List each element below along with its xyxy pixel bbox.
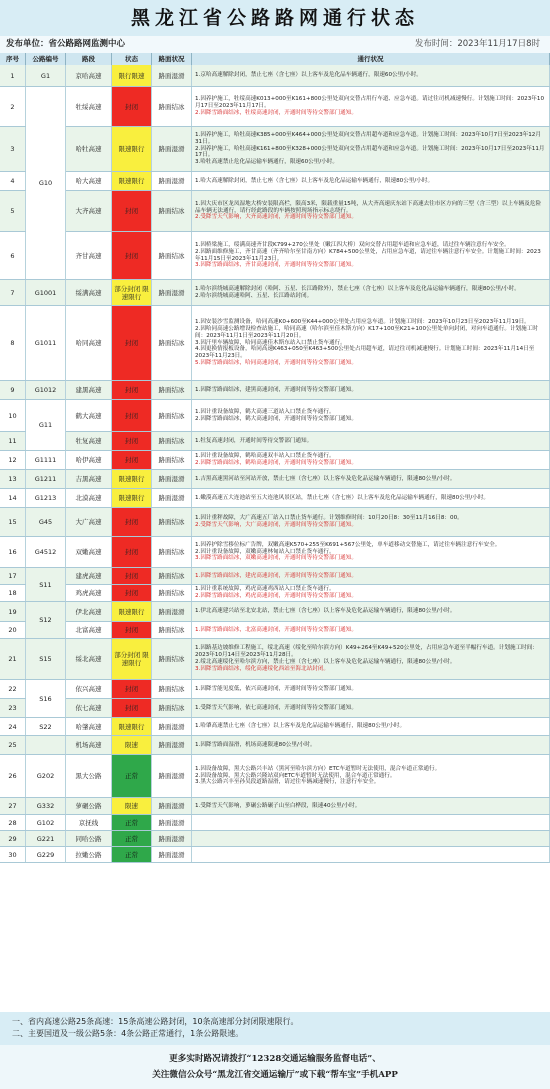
row-number: 7 — [0, 280, 26, 305]
section-name: 依兴高速 — [66, 680, 112, 698]
table-row — [0, 232, 550, 280]
row-number: 4 — [0, 172, 26, 190]
description-line: 3.因降雪路面结冰，齐甘高速封闭，开通时间等待交警部门通知。 — [195, 262, 357, 269]
traffic-description — [192, 451, 550, 469]
summary-notes — [0, 1012, 550, 1045]
surface-condition: 路面湿滑 — [152, 847, 192, 862]
status-badge: 封闭 — [112, 400, 152, 431]
surface-condition: 路面湿滑 — [152, 280, 192, 305]
table-row — [0, 718, 550, 736]
surface-col-header: 路面状况 — [152, 53, 192, 65]
surface-condition: 路面结冰 — [152, 699, 192, 717]
table-row — [0, 489, 550, 508]
traffic-description — [192, 622, 550, 638]
section-name: 机场高速 — [66, 736, 112, 754]
section-name: 大齐高速 — [66, 191, 112, 231]
surface-condition: 路面结冰 — [152, 381, 192, 399]
description-line: 1.吉黑高速黑河站至河站开放，禁止七座（含七座）以上客车及危化品运输车辆通行，限速80公里/小时。 — [195, 475, 456, 482]
status-badge: 正常 — [112, 815, 152, 830]
road-code: S16 — [26, 680, 66, 718]
surface-condition: 路面湿滑 — [152, 798, 192, 814]
traffic-description — [192, 280, 550, 305]
road-code: S11 — [26, 568, 66, 602]
surface-condition: 路面结冰 — [152, 585, 192, 601]
traffic-description — [192, 602, 550, 621]
traffic-description — [192, 736, 550, 754]
status-badge: 封闭 — [112, 508, 152, 536]
road-code: S22 — [26, 718, 66, 736]
traffic-description — [192, 585, 550, 601]
row-number: 29 — [0, 831, 26, 846]
description-line: 1.因养护施工，牡绥高速K013+000至K161+800公里处双向交替占用行车道、应急车道。请过往司机减速慢行。计划施工时间：2023年10月17日至2023年11月17日。 — [195, 96, 545, 110]
status-badge: 封闭 — [112, 306, 152, 380]
table-row — [0, 65, 550, 87]
row-number: 26 — [0, 755, 26, 797]
description-line: 2.受降雪天气影响，大齐高速封闭，开通时间等待交警部门通知。 — [195, 214, 357, 221]
surface-condition: 路面湿滑 — [152, 172, 192, 190]
description-line: 1.京哈高速解除封闭，禁止七座（含七座）以上客车及危化品车辆通行，限速60公里/小时。 — [195, 72, 422, 79]
surface-condition: 路面结冰 — [152, 508, 192, 536]
section-name: 京哈高速 — [66, 65, 112, 86]
row-number: 12 — [0, 451, 26, 469]
row-number: 8 — [0, 306, 26, 380]
status-badge: 限速限行 — [112, 718, 152, 735]
section-col-header: 路段 — [66, 53, 112, 65]
description-line: 2.因降雪路面结冰，鸡虎高速封闭，开通时间等待交警部门通知。 — [195, 593, 357, 599]
traffic-description — [192, 639, 550, 679]
status-badge: 封闭 — [112, 432, 152, 450]
no-col-header: 序号 — [0, 53, 26, 65]
summary-note-2: 二、主要国道及一级公路5条：4条公路正常通行，1条公路限速。 — [12, 1029, 244, 1038]
description-line: 1.因路基边坡维修工程施工，绥北高速（绥化至哈尔滨方向）K49+264至K49+520公里处，占用应急车道至半幅行车道。计划施工时间：2023年10月14日至2023年11月28日。 — [195, 645, 538, 659]
section-name: 哈同高速 — [66, 306, 112, 380]
section-name: 萝碾公路 — [66, 798, 112, 814]
section-name: 黑大公路 — [66, 755, 112, 797]
description-line: 1.哈肇高速禁止七座（含七座）以上客车及危化品运输车辆通行，限速80公里/小时。 — [195, 723, 406, 730]
traffic-description — [192, 718, 550, 735]
traffic-description — [192, 87, 550, 126]
description-line: 2.因降雪路面结冰，牡绥高速封闭，开通时间等待交警部门通知。 — [195, 109, 357, 116]
surface-condition: 路面结冰 — [152, 87, 192, 126]
section-name: 齐甘高速 — [66, 232, 112, 279]
table-row — [0, 451, 550, 470]
surface-condition: 路面结冰 — [152, 639, 192, 679]
surface-condition: 路面湿滑 — [152, 815, 192, 830]
road-code: G1213 — [26, 489, 66, 508]
row-number: 16 — [0, 537, 26, 567]
description-line: 1.因降雪路面结冰，北富高速封闭，开通时间等待交警部门通知。 — [195, 626, 357, 633]
table-row — [0, 508, 550, 537]
surface-condition: 路面湿滑 — [152, 736, 192, 754]
surface-condition: 路面结冰 — [152, 191, 192, 231]
section-name: 北富高速 — [66, 622, 112, 638]
section-name: 建虎高速 — [66, 568, 112, 584]
section-name: 绥北高速 — [66, 639, 112, 679]
table-row — [0, 432, 550, 451]
description-line: 3.黑大公路兴丰至孙吴段道路湿滑，请过往车辆减速慢行，注意行车安全。 — [195, 779, 380, 786]
traffic-description — [192, 537, 550, 567]
status-badge: 部分封闭 限速限行 — [112, 280, 152, 305]
traffic-description — [192, 699, 550, 717]
section-name: 北漠高速 — [66, 489, 112, 507]
status-badge: 正常 — [112, 755, 152, 797]
surface-condition: 路面结冰 — [152, 451, 192, 469]
description-line: 3.因降雪路面结冰，绥化高速绥化西站至海北站封闭。 — [195, 665, 329, 672]
section-name: 牡绥高速 — [66, 87, 112, 126]
row-number: 9 — [0, 381, 26, 399]
description-line: 1.因降雪路面结冰，建虎高速封闭，开通时间等待交警部门通知。 — [195, 572, 357, 579]
description-line: 1.牡复高速封闭，开通时间等待交警部门通知。 — [195, 437, 313, 444]
surface-condition: 路面结冰 — [152, 680, 192, 698]
description-line: 2.受降雪天气影响，大广高速封闭，开通时间等待交警部门通知。 — [195, 522, 357, 528]
road-code: G229 — [26, 847, 66, 863]
table-row — [0, 537, 550, 568]
description-line: 2.因计重设备故障，双嫩高速林甸站入口禁止货车通行。 — [195, 548, 335, 555]
table-row — [0, 400, 550, 432]
row-number: 11 — [0, 432, 26, 450]
road-code: G1012 — [26, 381, 66, 400]
row-number: 17 — [0, 568, 26, 584]
table-row — [0, 381, 550, 400]
code-col-header: 公路编号 — [26, 53, 66, 65]
status-badge: 封闭 — [112, 568, 152, 584]
status-badge: 封闭 — [112, 232, 152, 279]
status-badge: 封闭 — [112, 622, 152, 638]
row-number: 19 — [0, 602, 26, 621]
road-code: G221 — [26, 831, 66, 847]
row-number: 24 — [0, 718, 26, 735]
row-number: 28 — [0, 815, 26, 830]
table-header — [0, 53, 550, 65]
page-title: 黑龙江省公路路网通行状态 — [0, 0, 550, 36]
row-number: 30 — [0, 847, 26, 862]
surface-condition: 路面结冰 — [152, 400, 192, 431]
section-name: 鸡虎高速 — [66, 585, 112, 601]
description-line: 2.因降雪路面结冰，鹤哈高速封闭，开通时间等待交警部门通知。 — [195, 460, 357, 466]
road-code: G4512 — [26, 537, 66, 568]
surface-condition: 路面湿滑 — [152, 470, 192, 488]
status-badge: 限速限行 — [112, 602, 152, 621]
row-number: 27 — [0, 798, 26, 814]
table-row — [0, 280, 550, 306]
surface-condition: 路面湿滑 — [152, 127, 192, 171]
section-name: 哈牡高速 — [66, 127, 112, 171]
status-badge: 封闭 — [112, 585, 152, 601]
road-code — [26, 736, 66, 755]
section-name: 同哈公路 — [66, 831, 112, 846]
row-number: 2 — [0, 87, 26, 126]
table-row — [0, 798, 550, 815]
status-badge: 限速限行 — [112, 172, 152, 190]
road-code: G1001 — [26, 280, 66, 306]
surface-condition: 路面结冰 — [152, 432, 192, 450]
road-code: G102 — [26, 815, 66, 831]
traffic-description — [192, 127, 550, 171]
surface-condition: 路面结冰 — [152, 537, 192, 567]
table-row — [0, 639, 550, 680]
traffic-description — [192, 847, 550, 862]
traffic-description — [192, 306, 550, 380]
surface-condition: 路面湿滑 — [152, 718, 192, 735]
status-badge: 封闭 — [112, 537, 152, 567]
table-row — [0, 306, 550, 381]
description-line: 2.因设备故障，黑大公路兴隆站双向ETC车道暂时无法使用，混合车道正常通行。 — [195, 772, 396, 779]
status-badge: 限速限行 — [112, 470, 152, 488]
description-line: 5.因降雪路面结冰，哈同高速封闭，开通时间等待交警部门通知。 — [195, 359, 357, 366]
row-number: 23 — [0, 699, 26, 717]
row-number: 13 — [0, 470, 26, 488]
description-line: 2.因路面维修施工，齐甘高速（齐齐哈尔至甘南方向）K784+500公里处，占用应急车道，请过往车辆注意行车安全。计划施工时间：2023年11月15日至2023年11月23日。 — [195, 248, 541, 262]
status-badge: 封闭 — [112, 680, 152, 698]
traffic-description — [192, 65, 550, 86]
row-number: 20 — [0, 622, 26, 638]
description-line: 1.哈大高速解除封闭，禁止七座（含七座）以上客车及危化品运输车辆通行，限速80公里/小时。 — [195, 177, 434, 184]
road-code: G332 — [26, 798, 66, 815]
surface-condition: 路面结冰 — [152, 306, 192, 380]
traffic-description — [192, 489, 550, 507]
status-badge: 封闭 — [112, 451, 152, 469]
description-line: 1.因计重设备故障，鹤大高速三道站入口禁止货车通行。 — [195, 408, 335, 415]
status-col-header: 状态 — [112, 53, 152, 65]
road-code: G10 — [26, 87, 66, 280]
publish-bar — [0, 36, 550, 53]
road-code: G1011 — [26, 306, 66, 381]
surface-condition: 路面结冰 — [152, 232, 192, 279]
table-row — [0, 602, 550, 622]
road-code: G11 — [26, 400, 66, 451]
description-line: 1.因降雪路面湿滑，机场高速限速80公里/小时。 — [195, 741, 316, 748]
road-code: G1211 — [26, 470, 66, 489]
row-number: 6 — [0, 232, 26, 279]
table-row — [0, 847, 550, 863]
description-line: 1.因大庆市区龙凤湿地大桥安装限高栏，限高3米，限载重量15吨，从大齐高速庆东站下高速去往市区方向的三型（含三型）以上车辆及危险品车辆无法通行，请行经此路段的车辆按照现场指示标志绕行。 — [195, 200, 542, 214]
description-line: 1.受降雪天气影响，依七高速封闭，开通时间等待交警部门通知。 — [195, 704, 357, 711]
footer-banner — [0, 1045, 550, 1089]
description-line: 1.因养护除雪移位标广告牌，双嫩高速K570+255至K691+567公里处，单车道移动交替施工，请过往车辆注意行车安全。 — [195, 541, 501, 548]
description-line: 1.因计重系统故障，鸡虎高速鸡西站入口禁止货车通行。 — [195, 586, 335, 593]
row-number: 21 — [0, 639, 26, 679]
description-line: 2.因哈同高速公路增设检查站施工，哈同高速（哈尔滨至佳木斯方向）K17+100至K21+100公里处单向封闭，对向车道通行。计划施工时间：2023年11月1日至2023年11月20日。 — [195, 326, 538, 339]
description-line: 1.因降雪能见度低，依兴高速封闭，开通时间等待交警部门通知。 — [195, 685, 357, 692]
row-number: 5 — [0, 191, 26, 231]
surface-condition: 路面湿滑 — [152, 831, 192, 846]
summary-note-1: 一、省内高速公路25条高速：15条高速公路封闭，10条高速部分封闭限速限行。 — [12, 1017, 299, 1026]
description-line: 1.嫩漠高速五大连池站至五大连池风景区站，禁止七座（含七座）以上客车及危化品运输车辆通行，限速80公里/小时。 — [195, 494, 490, 501]
road-code: G1 — [26, 65, 66, 87]
surface-condition: 路面结冰 — [152, 622, 192, 638]
surface-condition: 路面结冰 — [152, 568, 192, 584]
road-code: G202 — [26, 755, 66, 798]
table-row — [0, 680, 550, 699]
description-line: 1.因设备故障，黑大公路兴丰站（黑河至哈尔滨方向）ETC车道暂时无法使用，混合车道正常通行。 — [195, 765, 441, 772]
traffic-description — [192, 381, 550, 399]
table-row — [0, 191, 550, 232]
description-line: 1.因养护施工，哈牡高速K385+000至K464+000公里处双向交替占用超车道和应急车道。计划施工时间：2023年10月7日至2023年12月31日。 — [195, 132, 541, 145]
section-name: 绥满高速 — [66, 280, 112, 305]
footer-line-1: 更多实时路况请拨打“12328交通运输服务监督电话”、 — [169, 1054, 381, 1064]
status-badge: 限速限行 — [112, 489, 152, 507]
section-name: 大广高速 — [66, 508, 112, 536]
traffic-description — [192, 400, 550, 431]
desc-col-header: 通行状况 — [192, 53, 550, 65]
traffic-description — [192, 172, 550, 190]
status-badge: 限速 — [112, 798, 152, 814]
table-row — [0, 585, 550, 602]
table-row — [0, 831, 550, 847]
table-row — [0, 87, 550, 127]
traffic-description — [192, 191, 550, 231]
description-line: 1.因降雪路面结冰，建黑高速封闭，开通时间等待交警部门通知。 — [195, 386, 357, 393]
section-name: 吉黑高速 — [66, 470, 112, 488]
traffic-description — [192, 798, 550, 814]
description-line: 3.因降雪路面结冰，双嫩高速封闭，开通时间等待交警部门通知。 — [195, 555, 357, 562]
description-line: 2.因降雪路面结冰，鹤大高速封闭，开通时间等待交警部门通知。 — [195, 415, 357, 422]
table-row — [0, 755, 550, 798]
traffic-description — [192, 755, 550, 797]
traffic-description — [192, 815, 550, 830]
traffic-description — [192, 568, 550, 584]
description-line: 2.因养护施工，哈牡高速K161+800至K328+000公里处双向交替占用超车道和应急车道。计划施工时间：2023年10月17日至2023年11月17日。 — [195, 145, 545, 159]
surface-condition: 路面湿滑 — [152, 65, 192, 86]
status-badge: 封闭 — [112, 699, 152, 717]
publish-time: 发布时间：2023年11月17日8时 — [414, 39, 540, 49]
road-code: S15 — [26, 639, 66, 680]
road-code: G45 — [26, 508, 66, 537]
traffic-description — [192, 470, 550, 488]
row-number: 10 — [0, 400, 26, 431]
row-number: 1 — [0, 65, 26, 86]
table-row — [0, 622, 550, 639]
status-badge: 正常 — [112, 831, 152, 846]
traffic-description — [192, 432, 550, 450]
section-name: 牡复高速 — [66, 432, 112, 450]
footer-line-2: 关注微信公众号“黑龙江省交通运输厅”或下载“帮车宝”手机APP — [152, 1070, 398, 1080]
table-row — [0, 127, 550, 172]
section-name: 双嫩高速 — [66, 537, 112, 567]
section-name: 拉嫩公路 — [66, 847, 112, 862]
status-badge: 限速限行 — [112, 127, 152, 171]
status-badge: 封闭 — [112, 381, 152, 399]
section-name: 哈肇高速 — [66, 718, 112, 735]
description-line: 1.因桥梁施工，绥满高速齐甘段K799+270公里处（嫩江四大桥）双向交替占用超车道和应急车道，请过往车辆注意行车安全。 — [195, 241, 510, 248]
table-row — [0, 172, 550, 191]
section-name: 伊北高速 — [66, 602, 112, 621]
row-number: 18 — [0, 585, 26, 601]
description-line: 1.因安装沙雪监测设备，哈同高速K0+600至K44+000公里处占用应急车道。计划施工时间：2023年10月23日至2023年11月19日。 — [195, 319, 530, 326]
description-line: 1.因计重设备故障，鹤哈高速双丰站入口禁止货车通行。 — [195, 453, 335, 460]
section-name: 依七高速 — [66, 699, 112, 717]
row-number: 22 — [0, 680, 26, 698]
section-name: 哈大高速 — [66, 172, 112, 190]
traffic-description — [192, 508, 550, 536]
section-name: 鹤大高速 — [66, 400, 112, 431]
surface-condition: 路面湿滑 — [152, 602, 192, 621]
status-badge: 限速 — [112, 736, 152, 754]
status-badge: 封闭 — [112, 87, 152, 126]
row-number: 15 — [0, 508, 26, 536]
table-row — [0, 736, 550, 755]
road-code: G1111 — [26, 451, 66, 470]
section-name: 建黑高速 — [66, 381, 112, 399]
surface-condition: 路面湿滑 — [152, 489, 192, 507]
section-name: 哈伊高速 — [66, 451, 112, 469]
traffic-description — [192, 831, 550, 846]
table-row — [0, 568, 550, 585]
description-line: 2.哈尔滨绕城高速哈阿、五星、长江路站封闭。 — [195, 292, 313, 299]
section-name: 京抚线 — [66, 815, 112, 830]
description-line: 3.哈牡高速禁止危化品运输车辆通行，限速60公里/小时。 — [195, 159, 338, 166]
status-badge: 封闭 — [112, 191, 152, 231]
row-number: 25 — [0, 736, 26, 754]
table-row — [0, 815, 550, 831]
description-line: 1.受降雪天气影响，萝碾公路碾子山至白桦段，限速40公里/小时。 — [195, 802, 361, 809]
traffic-description — [192, 680, 550, 698]
row-number: 3 — [0, 127, 26, 171]
table-row — [0, 699, 550, 718]
row-number: 14 — [0, 489, 26, 507]
description-line: 1.哈尔滨绕城高速解除封闭（哈阿、五星、长江路除外），禁止七座（含七座）以上客车及危化品运输车辆通行，限速80公里/小时。 — [195, 285, 520, 292]
status-badge: 限行限速 — [112, 65, 152, 86]
status-badge: 部分封闭 限速限行 — [112, 639, 152, 679]
description-line: 1.因计重秤故障，大广高速五厂站入口禁止货车通行。计划维修时间：10月20日8：30至11月16日8：00。 — [195, 515, 463, 522]
status-badge: 正常 — [112, 847, 152, 862]
description-line: 1.伊北高速建兴站至北安北站，禁止七座（含七座）以上客车及危化品运输车辆通行，限速80公里/小时。 — [195, 608, 456, 615]
table-row — [0, 470, 550, 489]
surface-condition: 路面湿滑 — [152, 755, 192, 797]
traffic-description — [192, 232, 550, 279]
road-code: S12 — [26, 602, 66, 639]
description-line: 2.绥北高速绥化至哈尔滨方向，禁止七座（含七座）以上客车及危化品运输车辆通行，限速80公里/小时。 — [195, 659, 456, 665]
description-line: 4.因更换情报板设备，哈同高速K463+050至K463+500公里处占用超车道，请过往司机减速慢行。计划施工时间：2023年11月14日至2023年11月23日。 — [195, 346, 535, 360]
publisher: 发布单位：省公路路网监测中心 — [6, 39, 126, 49]
description-line: 3.因汗里车辆故障，哈同高速佳木斯东站入口禁止货车通行。 — [195, 339, 346, 346]
